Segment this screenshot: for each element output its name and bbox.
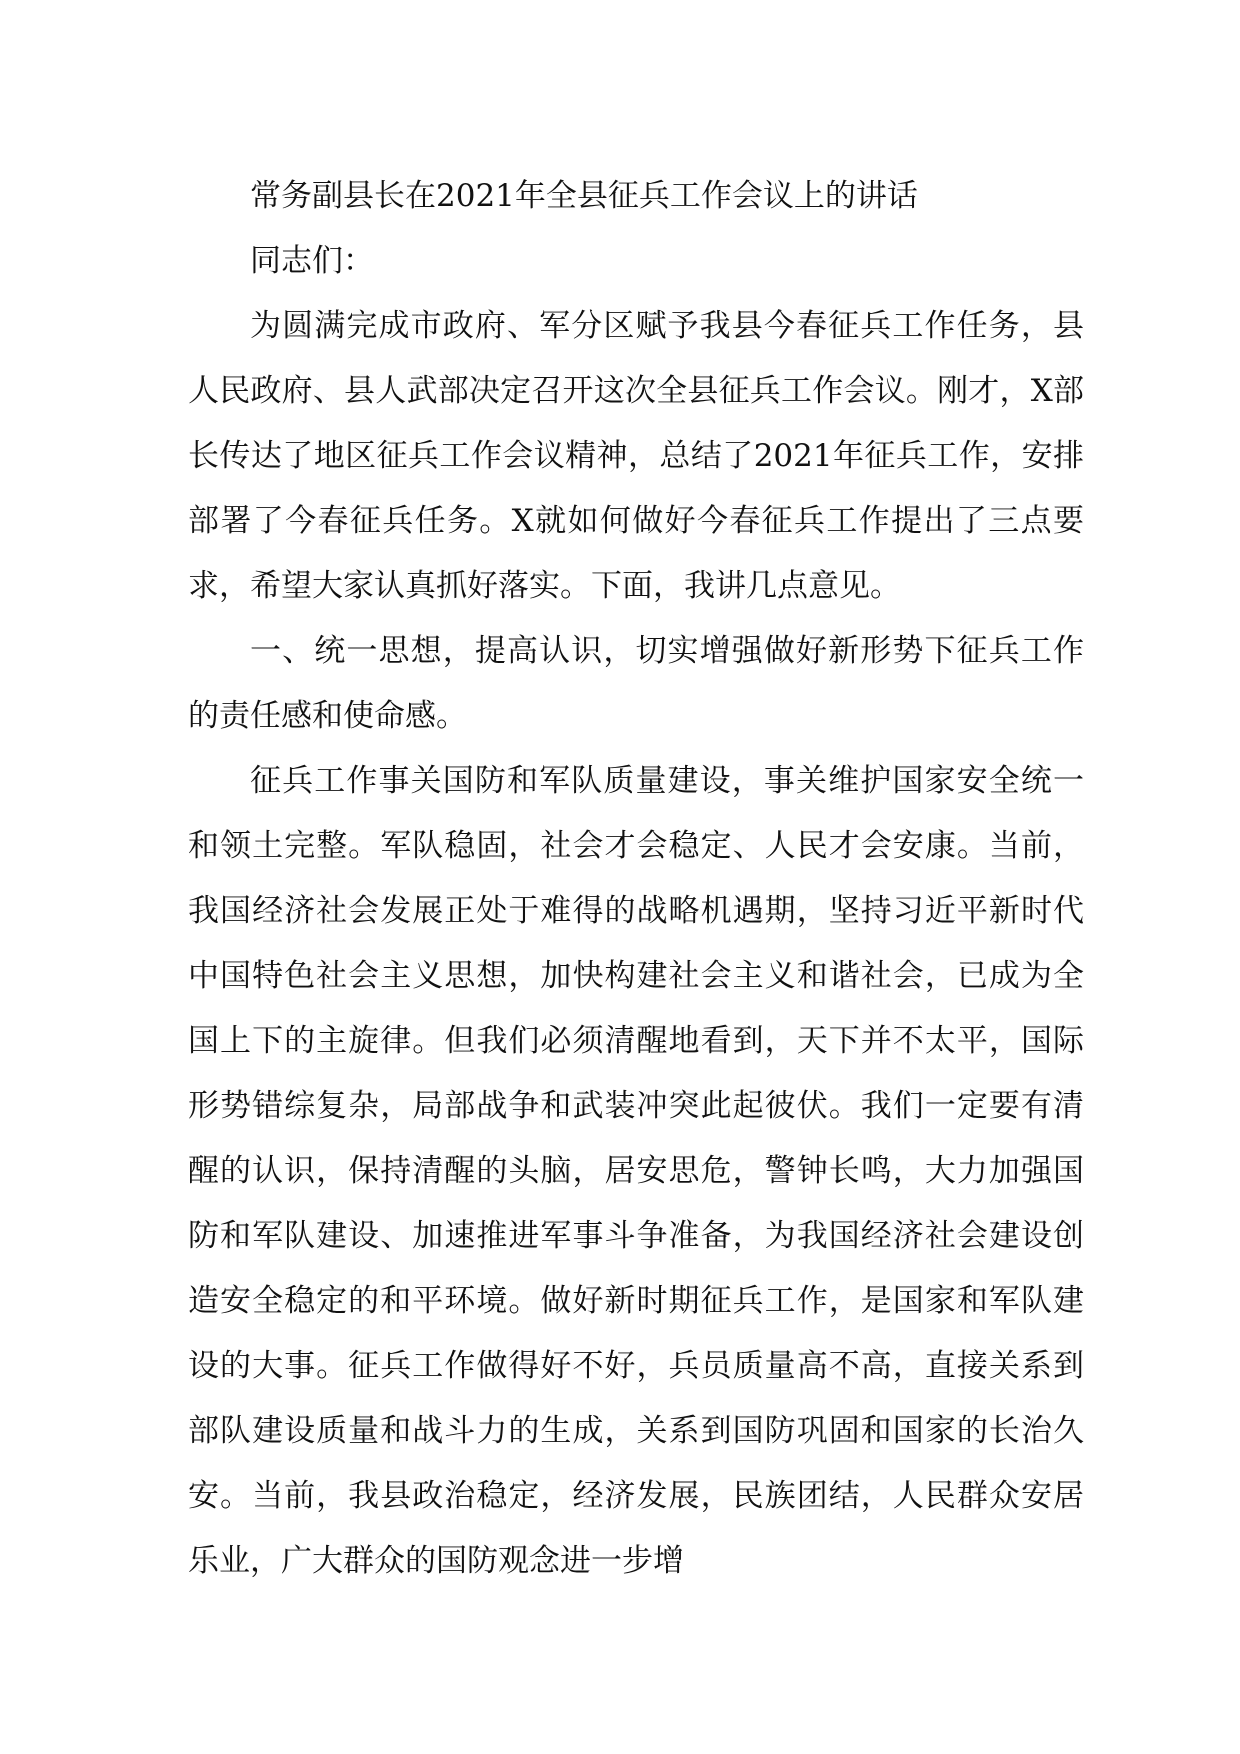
section-heading-1: 一、统一思想，提高认识，切实增强做好新形势下征兵工作的责任感和使命感。 (188, 633, 1084, 734)
salutation: 同志们： (250, 243, 374, 279)
paragraph-section-1: 征兵工作事关国防和军队质量建设，事关维护国家安全统一和领土完整。军队稳固，社会才会稳定、人民才会安康。当前，我国经济社会发展正处于难得的战略机遇期，坚持习近平新时代中国特色社会主义思想，加快构建社会主义和谐社会，已成为全国上下的主旋律。但我们必须清醒地看到，天下并不太平，国际形势错综复杂，局部战争和武装冲突此起彼伏。我们一定要有清醒的认识，保持清醒的头脑，居安思危，警钟长鸣，大力加强国防和军队建设、加速推进军事斗争准备，为我国经济社会建设创造安全稳定的和平环境。做好新时期征兵工作，是国家和军队建设的大事。征兵工作做得好不好，兵员质量高不高，直接关系到部队建设质量和战斗力的生成，关系到国防巩固和国家的长治久安。当前，我县政治稳定，经济发展，民族团结，人民群众安居乐业，广大群众的国防观念进一步增 (188, 763, 1084, 1579)
document-body (188, 164, 1084, 1594)
document-title: 常务副县长在2021年全县征兵工作会议上的讲话 (250, 178, 918, 214)
paragraph-opening: 为圆满完成市政府、军分区赋予我县今春征兵工作任务，县人民政府、县人武部决定召开这次全县征兵工作会议。刚才，X部长传达了地区征兵工作会议精神，总结了2021年征兵工作，安排部署了今春征兵任务。X就如何做好今春征兵工作提出了三点要求，希望大家认真抓好落实。下面，我讲几点意见。 (188, 308, 1084, 604)
